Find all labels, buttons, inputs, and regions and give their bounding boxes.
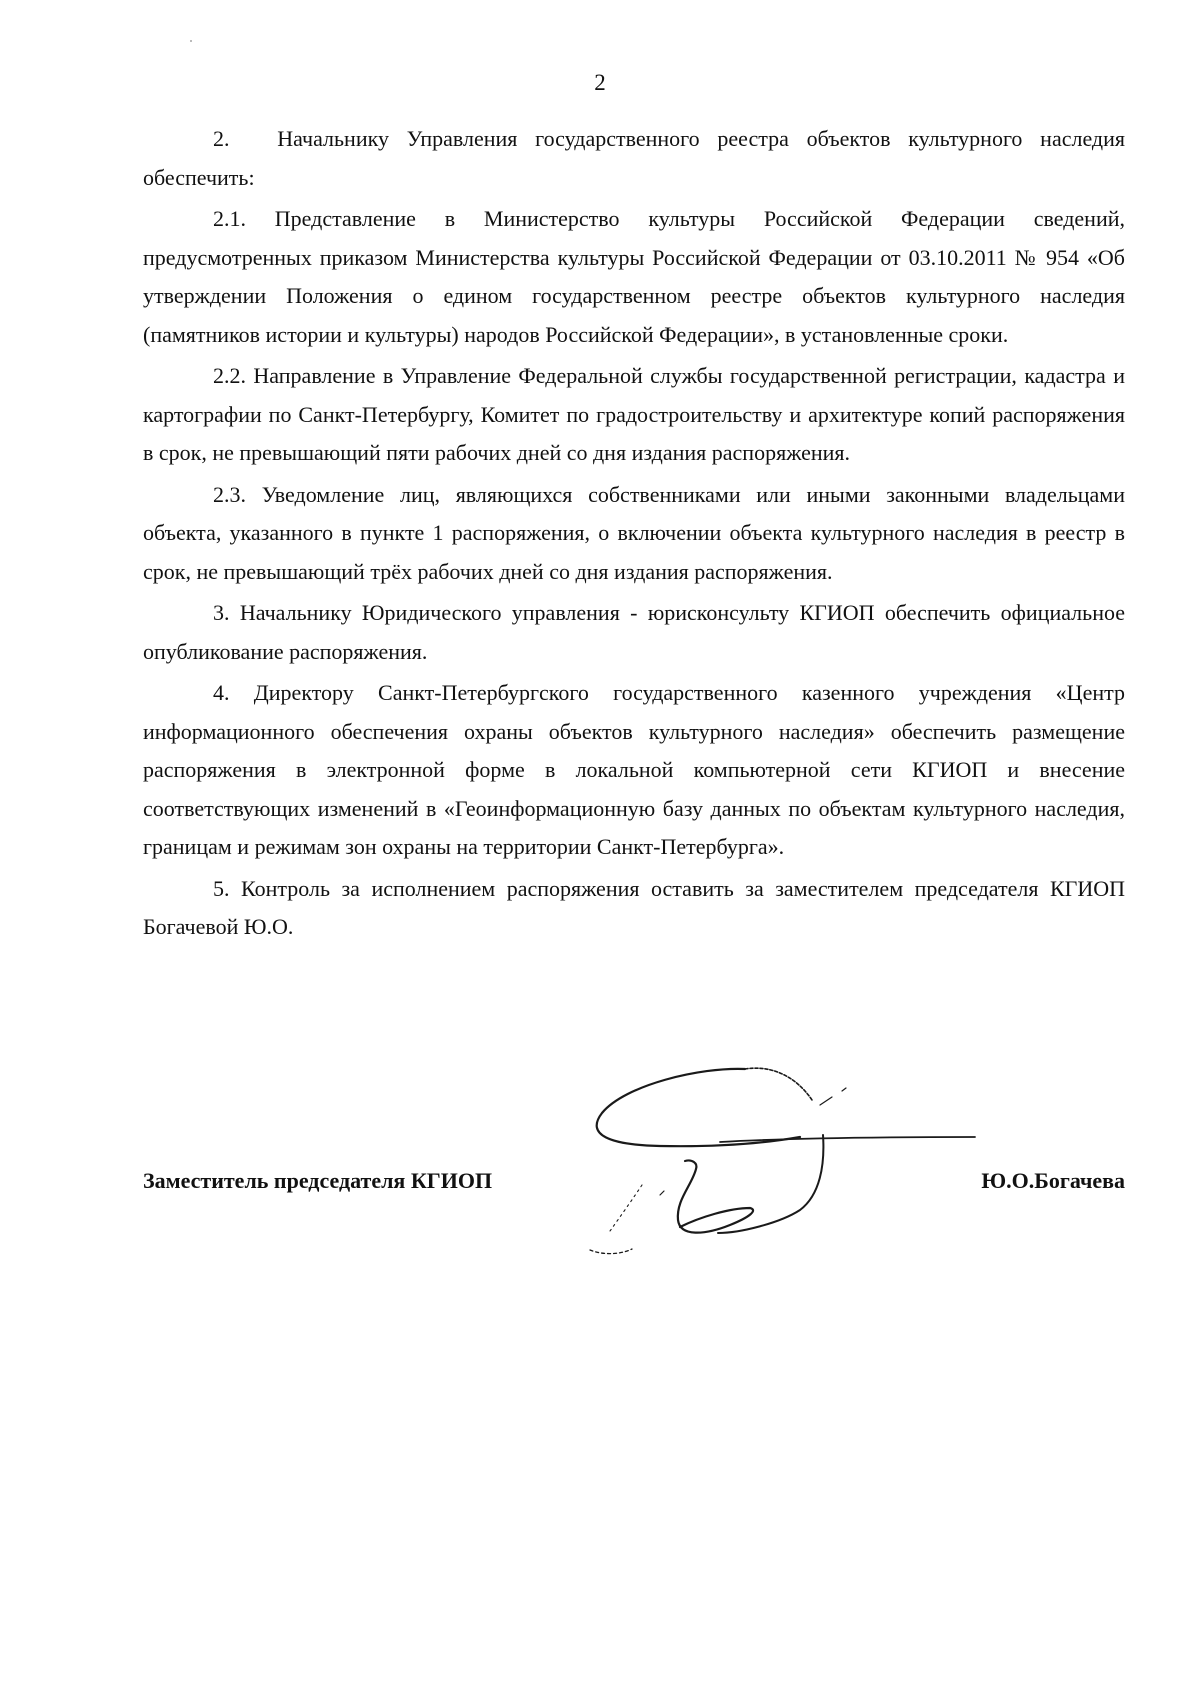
paragraph-text: Директору Санкт-Петербургского государственного казенного учреждения «Центр информационного обеспечения охраны объектов культурного наследия» обеспечить размещение распоряжения в электронной форме в локальной компьютерной сети КГИОП и внесение соответствующих изменений в «Геоинформационную базу данных по объектам культурного наследия, границам и режимам зон охраны на территории Санкт-Петербурга».: [143, 680, 1125, 859]
paragraph-text: Представление в Министерство культуры Российской Федерации сведений, предусмотренных приказом Министерства культуры Российской Федерации от 03.10.2011 № 954 «Об утверждении Положения о едином государственном реестре объектов культурного наследия (памятников истории и культуры) народов Российской Федерации», в установленные сроки.: [143, 206, 1125, 347]
document-body: [143, 120, 1125, 950]
paragraph-2-3: [143, 476, 1125, 592]
paragraph-text: Направление в Управление Федеральной службы государственной регистрации, кадастра и картографии по Санкт-Петербургу, Комитет по градостроительству и архитектуре копий распоряжения в срок, не превышающий пяти рабочих дней со дня издания распоряжения.: [143, 363, 1126, 465]
signer-title: Заместитель председателя КГИОП: [143, 1168, 493, 1193]
paragraph-number: 2.: [213, 126, 230, 151]
paragraph-text: Уведомление лиц, являющихся собственниками или иными законными владельцами объекта, указанного в пункте 1 распоряжения, о включении объекта культурного наследия в реестр в срок, не превышающий трёх рабочих дней со дня издания распоряжения.: [143, 481, 1125, 584]
scan-artifact: [190, 40, 192, 42]
signature-block: [143, 1168, 1125, 1208]
paragraph-2: [143, 120, 1125, 197]
signer-name: Ю.О.Богачева: [981, 1168, 1125, 1193]
paragraph-number: 2.2.: [213, 363, 246, 388]
paragraph-number: 3.: [213, 600, 230, 625]
paragraph-text: Начальнику Юридического управления - юрисконсульту КГИОП обеспечить официальное опубликование распоряжения.: [143, 600, 1125, 664]
paragraph-number: 4.: [213, 680, 230, 705]
page-number: 2: [594, 70, 606, 95]
handwritten-signature-icon: [580, 1045, 1010, 1275]
paragraph-number: 2.1.: [213, 206, 246, 231]
paragraph-2-1: [143, 200, 1125, 354]
paragraph-number: 5.: [213, 875, 230, 901]
paragraph-5: [143, 870, 1125, 947]
paragraph-number: 2.3.: [213, 481, 246, 507]
paragraph-4: [143, 674, 1125, 867]
paragraph-text: Начальнику Управления государственного реестра объектов культурного наследия обеспечить:: [143, 126, 1126, 190]
paragraph-3: [143, 594, 1125, 671]
paragraph-2-2: [143, 357, 1125, 473]
paragraph-text: Контроль за исполнением распоряжения оставить за заместителем председателя КГИОП Богачевой Ю.О.: [143, 875, 1125, 939]
